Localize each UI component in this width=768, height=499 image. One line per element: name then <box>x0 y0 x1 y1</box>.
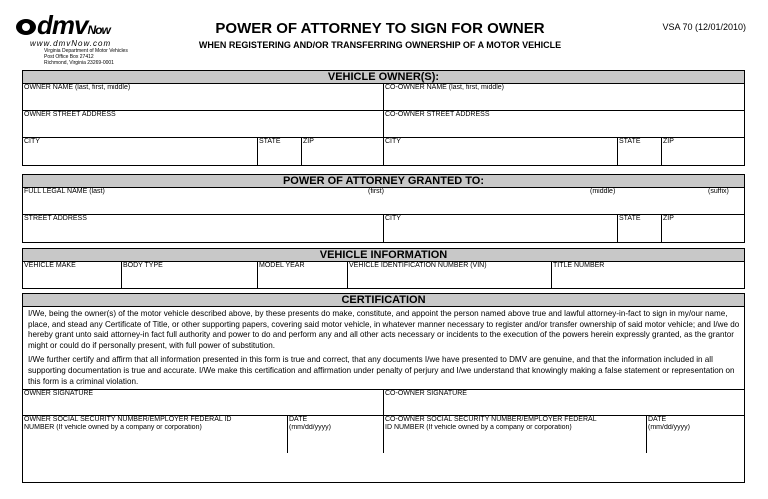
form-subtitle: WHEN REGISTERING AND/OR TRANSFERRING OWNERSHIP OF A MOTOR VEHICLE <box>198 40 562 50</box>
field-label: OWNER NAME (last, first, middle) <box>24 84 131 91</box>
section-heading: VEHICLE INFORMATION <box>23 249 744 262</box>
vehicle-owners-section <box>22 70 745 166</box>
coowner-signature-field[interactable] <box>384 390 744 415</box>
field-label: CITY <box>385 138 401 145</box>
logo-now: Now <box>87 23 110 37</box>
dmv-logo-mark <box>16 10 156 41</box>
field-label: DATE <box>648 416 667 424</box>
attorney-name-labels <box>23 188 744 196</box>
vehicle-make-field[interactable] <box>23 262 122 288</box>
logo-address <box>44 48 156 66</box>
field-label: (suffix) <box>708 188 729 195</box>
field-label: ID NUMBER (If vehicle owned by a company or corporation) <box>385 424 572 432</box>
swoosh-icon <box>16 19 36 35</box>
attorney-city-field[interactable] <box>384 215 618 242</box>
field-label: VEHICLE MAKE <box>24 262 76 269</box>
coowner-date-field[interactable] <box>647 416 744 453</box>
form-title: POWER OF ATTORNEY TO SIGN FOR OWNER <box>215 20 545 37</box>
owner-street-field[interactable] <box>23 111 384 137</box>
title-number-field[interactable] <box>552 262 744 288</box>
coowner-zip-field[interactable] <box>662 138 744 165</box>
field-label: DATE <box>289 416 308 424</box>
field-label: (middle) <box>590 188 616 195</box>
field-label: TITLE NUMBER <box>553 262 605 269</box>
field-label: BODY TYPE <box>123 262 163 269</box>
coowner-ssn-field[interactable] <box>384 416 647 453</box>
field-label: CITY <box>385 215 401 222</box>
field-label: ZIP <box>663 138 674 145</box>
field-label: STREET ADDRESS <box>24 215 87 222</box>
field-label: CO-OWNER SOCIAL SECURITY NUMBER/EMPLOYER FEDERAL <box>385 416 597 424</box>
field-label: OWNER SIGNATURE <box>24 390 94 398</box>
field-label: NUMBER (If vehicle owned by a company or corporation) <box>24 424 202 432</box>
section-heading: POWER OF ATTORNEY GRANTED TO: <box>23 175 744 188</box>
owner-zip-field[interactable] <box>302 138 384 165</box>
attorney-section <box>22 174 745 243</box>
certification-paragraph-2: I/We further certify and affirm that all information presented in this form is true and correct, that any documents I/we have presented to DMV are genuine, and that the information included in all supporting documentation is true and accurate. I/We make this certification and affirmation under penalty of perjury and I/we understand that knowingly making a false statement or representation on this form is a criminal violation. <box>28 355 735 386</box>
field-label: CO-OWNER SIGNATURE <box>385 390 467 398</box>
owner-ssn-field[interactable] <box>23 416 288 453</box>
field-label: ZIP <box>663 215 674 222</box>
logo-address-line: Virginia Department of Motor Vehicles <box>44 48 128 54</box>
field-label: (mm/dd/yyyy) <box>648 424 690 432</box>
certification-paragraph-1: I/We, being the owner(s) of the motor vehicle described above, by these presents do make, constitute, and appoint the person named above true and lawful attorney-in-fact to sign in my/our name, place, and stead any Certificate of Title, or other supporting papers, covering said motor vehicle, in whatever manner necessary to register and/or transfer ownership of said motor vehicle; and I/we do hereby grant unto said attorney-in fact full authority and power to do and perform any and all other acts necessary or incidents to the execution of the powers herein expressly granted, as the grantor might or could do if personally present, with full power of substitution. <box>28 309 740 350</box>
field-label: STATE <box>259 138 281 145</box>
model-year-field[interactable] <box>258 262 348 288</box>
owner-name-field[interactable] <box>23 84 384 110</box>
coowner-name-field[interactable] <box>384 84 744 110</box>
field-label: VEHICLE IDENTIFICATION NUMBER (VIN) <box>349 262 487 269</box>
coowner-city-field[interactable] <box>384 138 618 165</box>
field-label: CO-OWNER STREET ADDRESS <box>385 111 490 118</box>
field-label: (first) <box>368 188 384 195</box>
coowner-state-field[interactable] <box>618 138 662 165</box>
attorney-state-field[interactable] <box>618 215 662 242</box>
dmv-logo <box>16 10 156 66</box>
owner-date-field[interactable] <box>288 416 384 453</box>
field-label: OWNER SOCIAL SECURITY NUMBER/EMPLOYER FEDERAL ID <box>24 416 232 424</box>
body-type-field[interactable] <box>122 262 258 288</box>
field-label: CO-OWNER NAME (last, first, middle) <box>385 84 505 91</box>
section-heading: VEHICLE OWNER(S): <box>23 71 744 84</box>
coowner-street-field[interactable] <box>384 111 744 137</box>
logo-text: dmv <box>37 10 88 40</box>
logo-address-line: Post Office Box 27412 <box>44 54 94 60</box>
form-number: VSA 70 (12/01/2010) <box>662 22 746 32</box>
attorney-street-field[interactable] <box>23 215 384 242</box>
owner-signature-field[interactable] <box>23 390 384 415</box>
field-label: ZIP <box>303 138 314 145</box>
section-heading: CERTIFICATION <box>23 294 744 307</box>
field-label: FULL LEGAL NAME (last) <box>24 188 105 195</box>
owner-state-field[interactable] <box>258 138 302 165</box>
field-label: CITY <box>24 138 40 145</box>
field-label: (mm/dd/yyyy) <box>289 424 331 432</box>
certification-section <box>22 293 745 483</box>
logo-address-line: Richmond, Virginia 23269-0001 <box>44 60 114 66</box>
owner-city-field[interactable] <box>23 138 258 165</box>
field-label: STATE <box>619 138 641 145</box>
attorney-zip-field[interactable] <box>662 215 744 242</box>
attorney-full-name-field[interactable] <box>23 188 744 214</box>
field-label: MODEL YEAR <box>259 262 305 269</box>
field-label: OWNER STREET ADDRESS <box>24 111 116 118</box>
vin-field[interactable] <box>348 262 552 288</box>
vehicle-info-section <box>22 248 745 289</box>
logo-url: www.dmvNow.com <box>30 39 112 48</box>
field-label: STATE <box>619 215 641 222</box>
